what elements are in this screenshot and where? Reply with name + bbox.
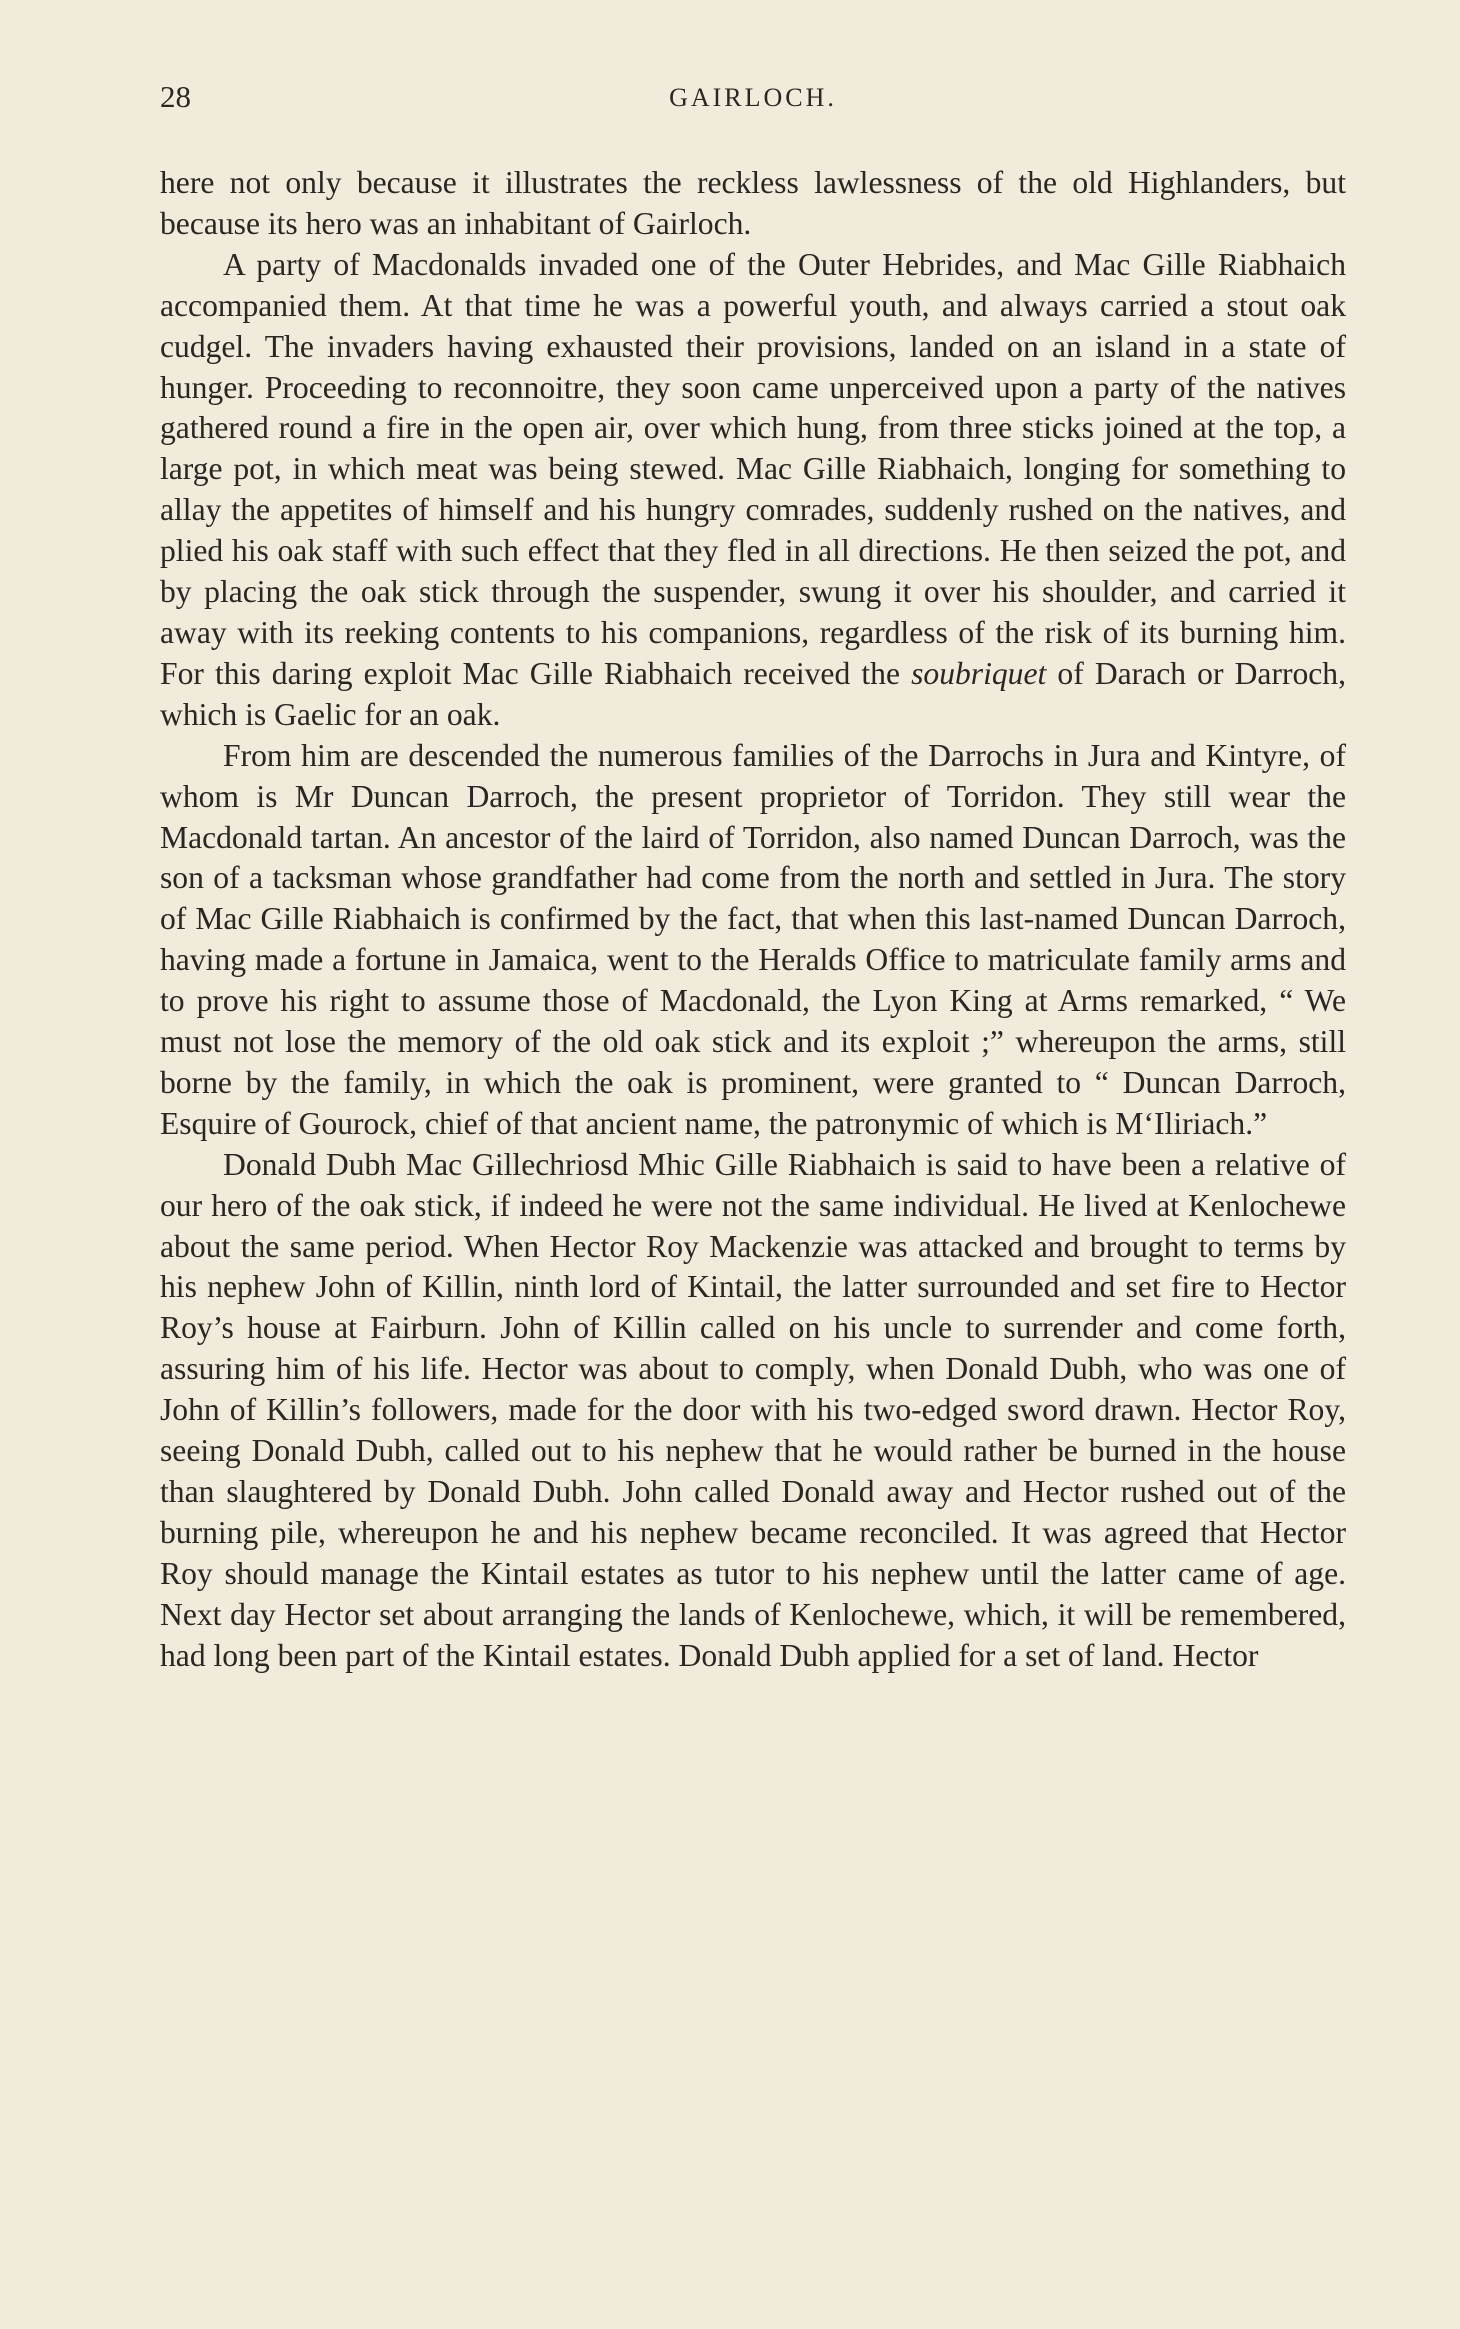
running-head bbox=[160, 75, 1346, 125]
paragraph-3 bbox=[160, 736, 1346, 1145]
paragraph-2 bbox=[160, 245, 1346, 736]
book-page bbox=[160, 75, 1346, 2295]
running-title: GAIRLOCH. bbox=[669, 83, 837, 112]
soubriquet-italic: soubriquet bbox=[911, 655, 1047, 691]
page-number: 28 bbox=[160, 79, 191, 114]
paragraph-1-text: here not only because it illustrates the reckless lawlessness of the old Highlanders, but because its hero was an inhabitant of Gairloch. bbox=[160, 165, 1346, 241]
paragraph-2-text-b: of Darach or Darroch, which is Gaelic for an oak. bbox=[160, 655, 1347, 732]
paragraph-2-text-a: A party of Macdonalds invaded one of the Outer Hebrides, and Mac Gille Riabhaich accompanied them. At that time he was a powerful youth, and always carried a stout oak cudgel. The invaders having exhausted their provisions, landed on an island in a state of hunger. Proceeding to reconnoitre, they soon came unperceived upon a party of the natives gathered round a fire in the open air, over which hung, from three sticks joined at the top, a large pot, in which meat was being stewed. Mac Gille Riabhaich, longing for something to allay the appetites of himself and his hungry comrades, suddenly rushed on the natives, and plied his oak staff with such effect that they fled in all directions. He then seized the pot, and by placing the oak stick through the suspender, swung it over his shoulder, and carried it away with its reeking contents to his companions, regardless of the risk of its burning him. For this daring exploit Mac Gille Riabhaich received the bbox=[160, 246, 1346, 691]
paragraph-4 bbox=[160, 1145, 1346, 1677]
paragraph-1 bbox=[160, 163, 1346, 245]
body-text bbox=[160, 163, 1346, 1677]
paragraph-4-text: Donald Dubh Mac Gillechriosd Mhic Gille Riabhaich is said to have been a relative of our hero of the oak stick, if indeed he were not the same individual. He lived at Kenlochewe about the same period. When Hector Roy Mackenzie was attacked and brought to terms by his nephew John of Killin, ninth lord of Kintail, the latter surrounded and set fire to Hector Roy’s house at Fairburn. John of Killin called on his uncle to surrender and come forth, assuring him of his life. Hector was about to comply, when Donald Dubh, who was one of John of Killin’s followers, made for the door with his two-edged sword drawn. Hector Roy, seeing Donald Dubh, called out to his nephew that he would rather be burned in the house than slaughtered by Donald Dubh. John called Donald away and Hector rushed out of the burning pile, whereupon he and his nephew became reconciled. It was agreed that Hector Roy should manage the Kintail estates as tutor to his nephew until the latter came of age. Next day Hector set about arranging the lands of Kenlochewe, which, it will be remembered, had long been part of the Kintail estates. Donald Dubh applied for a set of land. Hector bbox=[160, 1146, 1346, 1673]
paragraph-3-text: From him are descended the numerous families of the Darrochs in Jura and Kintyre, of whom is Mr Duncan Darroch, the present proprietor of Torridon. They still wear the Macdonald tartan. An ancestor of the laird of Torridon, also named Duncan Darroch, was the son of a tacksman whose grandfather had come from the north and settled in Jura. The story of Mac Gille Riabhaich is confirmed by the fact, that when this last-named Duncan Darroch, having made a fortune in Jamaica, went to the Heralds Office to matriculate family arms and to prove his right to assume those of Macdonald, the Lyon King at Arms remarked, “ We must not lose the memory of the old oak stick and its exploit ;” whereupon the arms, still borne by the family, in which the oak is prominent, were granted to “ Duncan Darroch, Esquire of Gourock, chief of that ancient name, the patronymic of which is M‘Iliriach.” bbox=[160, 737, 1346, 1141]
